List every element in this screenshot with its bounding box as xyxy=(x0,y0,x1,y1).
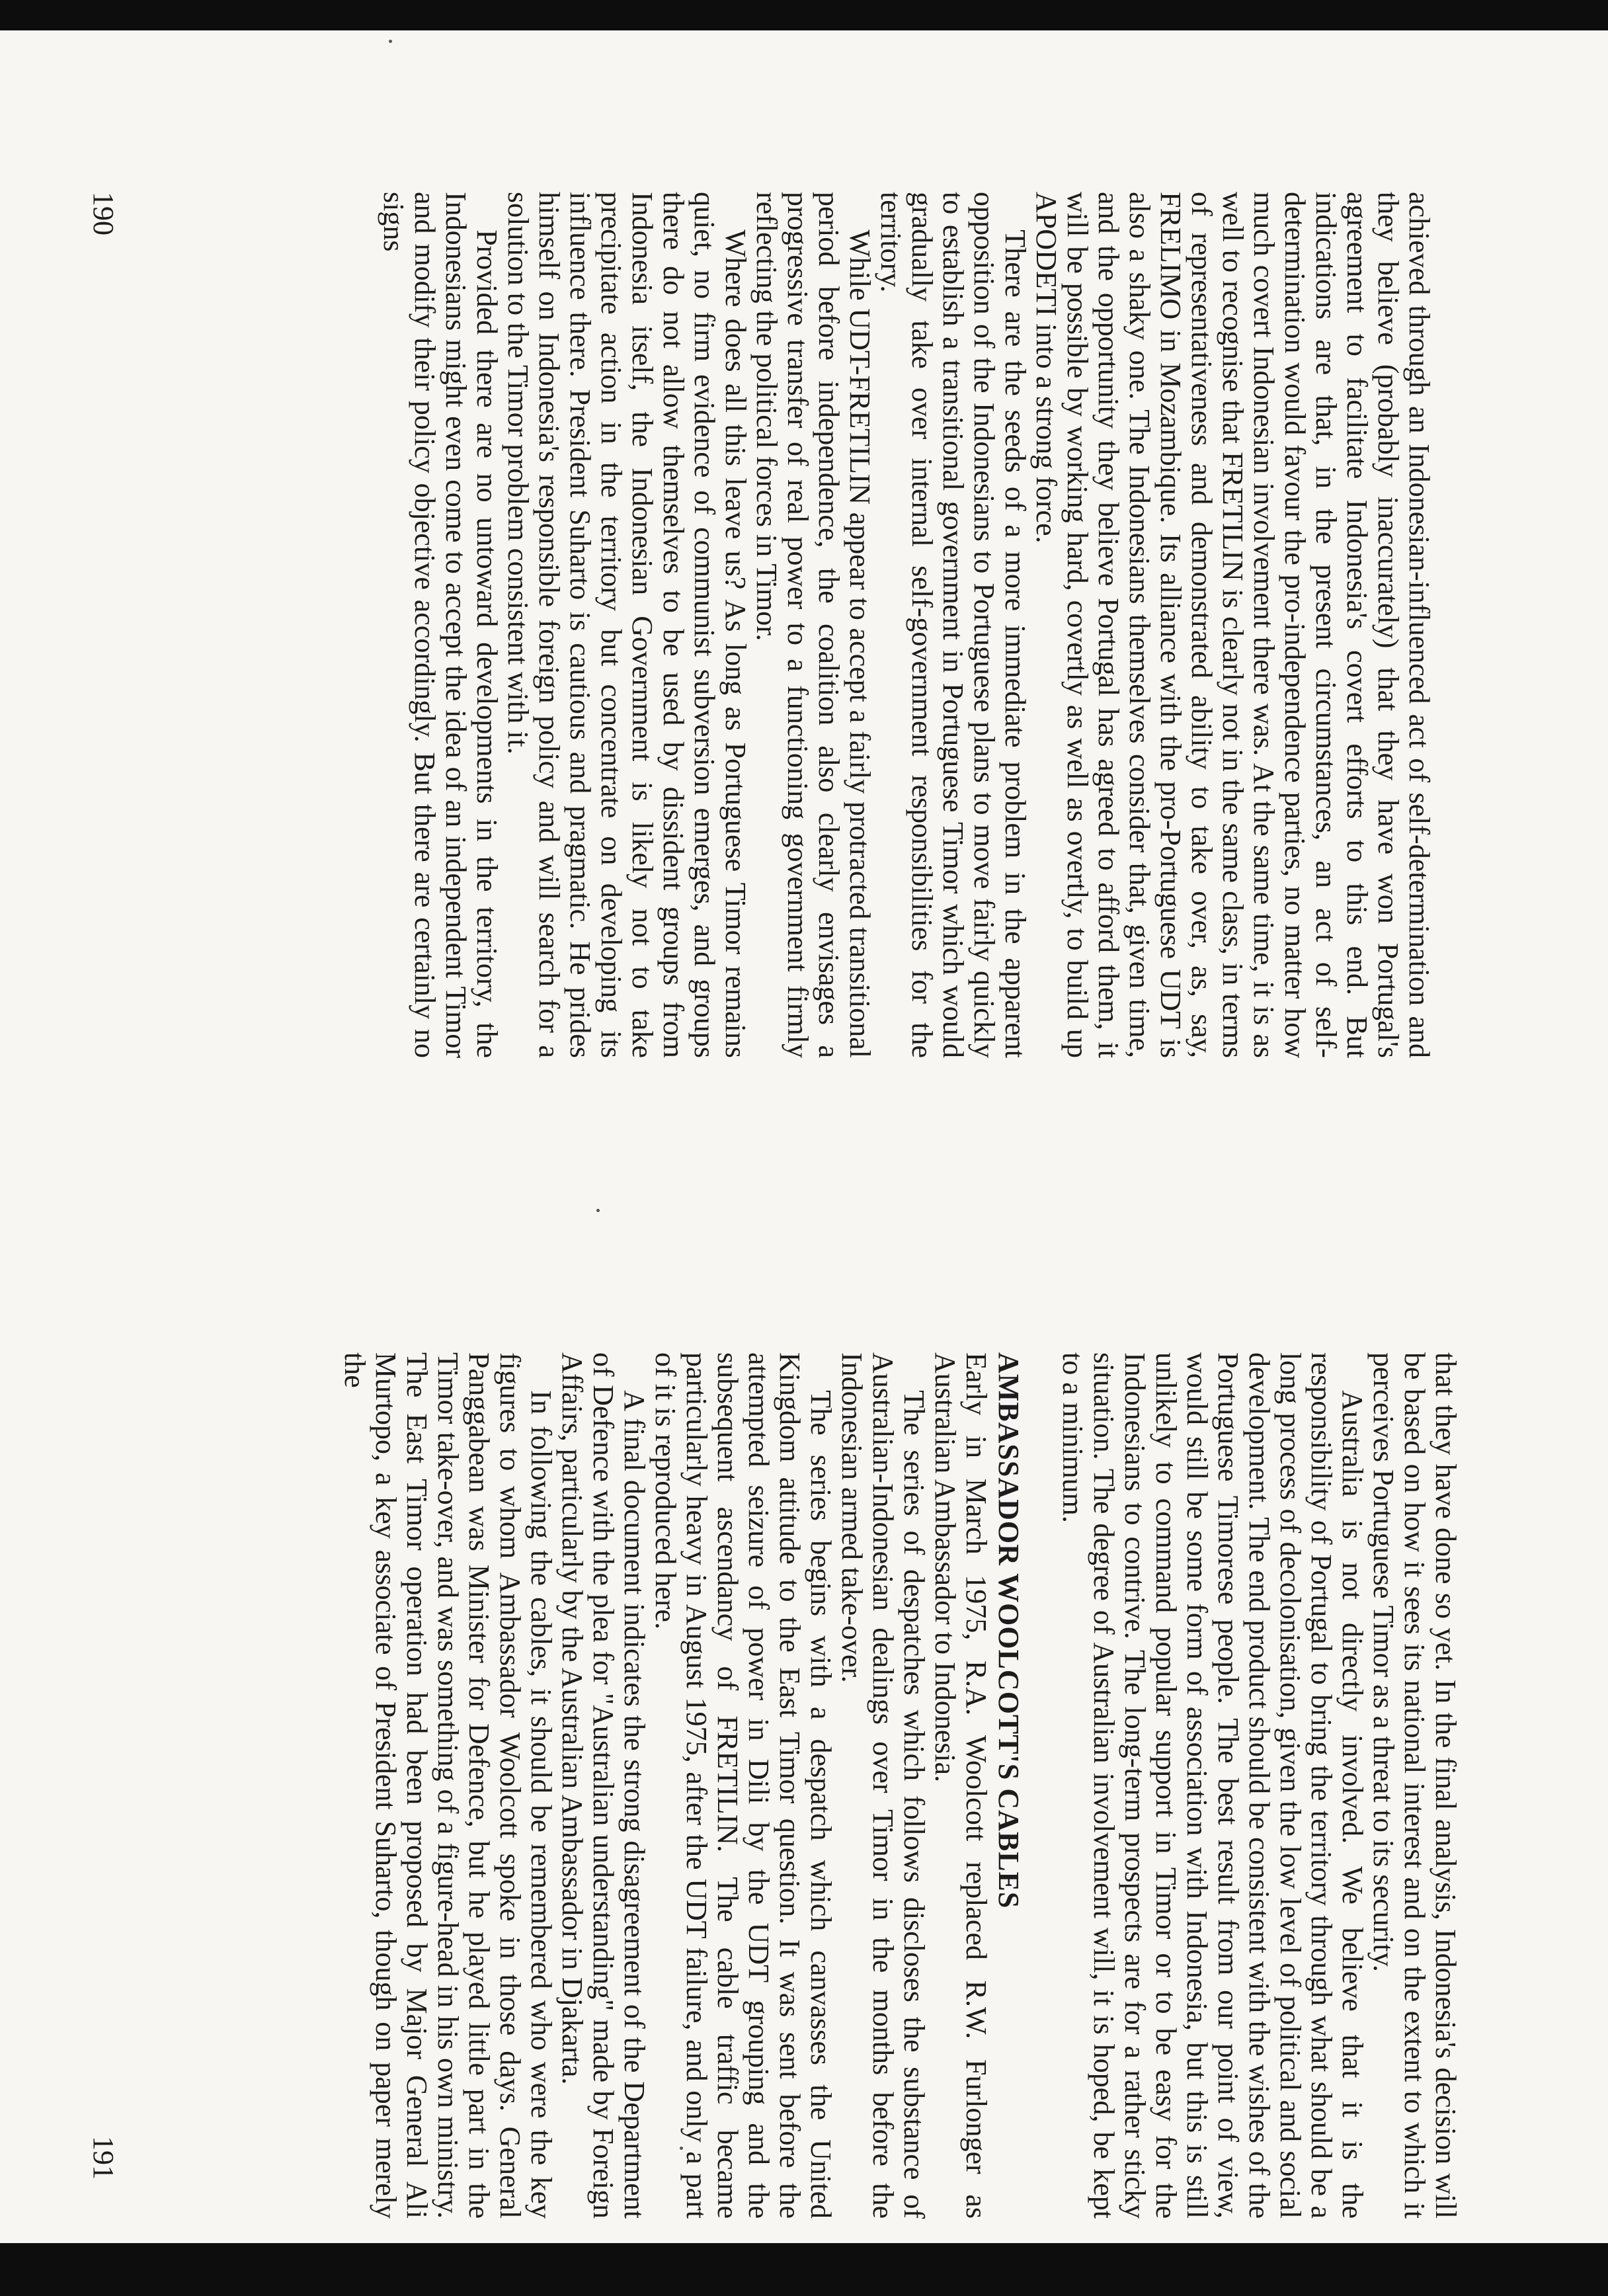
page-number-191: 191 xyxy=(87,2136,120,2180)
page-number-190: 190 xyxy=(87,192,120,235)
scan-edge-bottom xyxy=(0,2243,1608,2296)
section-heading: AMBASSADOR WOOLCOTT'S CABLES xyxy=(992,1352,1025,1909)
page-190-column xyxy=(378,192,1435,1058)
paragraph: Provided there are no untoward developments in the territory, the Indonesians might even come to accept the idea of an independent Timor and modify their policy objective accordingly. But there are certainly no signs xyxy=(378,192,503,1058)
scan-edge-top xyxy=(0,0,1608,30)
page-191-column xyxy=(339,1352,1461,2219)
paragraph: The series of despatches which follows discloses the substance of Australian-Indonesian dealings over Timor in the months before the Indonesian armed take-over. xyxy=(836,1352,930,2219)
paragraph: Where does all this leave us? As long as Portuguese Timor remains quiet, no firm evidence of communist subversion emerges, and groups there do not allow themselves to be used by dissident groups from Indonesia itself, the Indonesian Government is likely not to take precipitate action in the territory but concentrate on developing its influence there. President Suharto is cautious and pragmatic. He prides himself on Indonesia's responsible foreign policy and will search for a solution to the Timor problem consistent with it. xyxy=(502,192,752,1058)
paragraph: The series begins with a despatch which canvasses the United Kingdom attitude to the East Timor question. It was sent before the attempted seizure of power in Dili by the UDT grouping and the subsequent ascendancy of FRETILIN. The cable traffic became particularly heavy in August 1975, after the UDT failure, and only a part of it is reproduced here. xyxy=(649,1352,837,2219)
paragraph: While UDT-FRETILIN appear to accept a fairly protracted transitional period before independence, the coalition also clearly envisages a progressive transfer of real power to a functioning government firmly reflecting the political forces in Timor. xyxy=(750,192,876,1058)
paragraph: that they have done so yet. In the final analysis, Indonesia's decision will be based on how it sees its national interest and on the extent to which it perceives Portuguese Timor as a threat to its security. xyxy=(1367,1352,1462,2219)
paragraph: In following the cables, it should be remembered who were the key figures to whom Ambassador Woolcott spoke in those days. General Panggabean was Minister for Defence, but he played little part in the Timor take-over, and was something of a figure-head in his own ministry. The East Timor operation had been proposed by Major General Ali Murtopo, a key associate of President Suharto, though on paper merely the xyxy=(339,1352,557,2219)
paragraph: Early in March 1975, R.A. Woolcott replaced R.W. Furlonger as Australian Ambassador to Indonesia. xyxy=(929,1352,992,2219)
paragraph: A final document indicates the strong disagreement of the Department of Defence with the plea for "Australian understanding" made by Foreign Affairs, particularly by the Australian Ambassador in Djakarta. xyxy=(556,1352,651,2219)
paragraph: achieved through an Indonesian-influenced act of self-determination and they believe (probably inaccurately) that they have won Portugal's agreement to facilitate Indonesia's covert efforts to this end. But indications are that, in the present circumstances, an act of self-determination would favour the pro-independence parties, no matter how much covert Indonesian involvement there was. At the same time, it is as well to recognise that FRETILIN is clearly not in the same class, in terms of representativeness and demonstrated ability to take over, as, say, FRELIMO in Mozambique. Its alliance with the pro-Portuguese UDT is also a shaky one. The Indonesians themselves consider that, given time, and the opportunity they believe Portugal has agreed to afford them, it will be possible by working hard, covertly as well as overtly, to build up APODETI into a strong force. xyxy=(1030,192,1435,1058)
paragraph: There are the seeds of a more immediate problem in the apparent opposition of the Indonesians to Portuguese plans to move fairly quickly to establish a transitional government in Portuguese Timor which would gradually take over internal self-government responsibilities for the territory. xyxy=(875,192,1031,1058)
paragraph: Australia is not directly involved. We believe that it is the responsibility of Portugal to bring the territory through what should be a long process of decolonisation, given the low level of political and social development. The end product should be consistent with the wishes of the Portuguese Timorese people. The best result from our point of view, would still be some form of association with Indonesia, but this is still unlikely to command popular support in Timor or to be easy for the Indonesians to contrive. The long-term prospects are for a rather sticky situation. The degree of Australian involvement will, it is hoped, be kept to a minimum. xyxy=(1057,1352,1369,2219)
scan-speck xyxy=(389,40,392,43)
scan-speck xyxy=(596,1209,600,1212)
